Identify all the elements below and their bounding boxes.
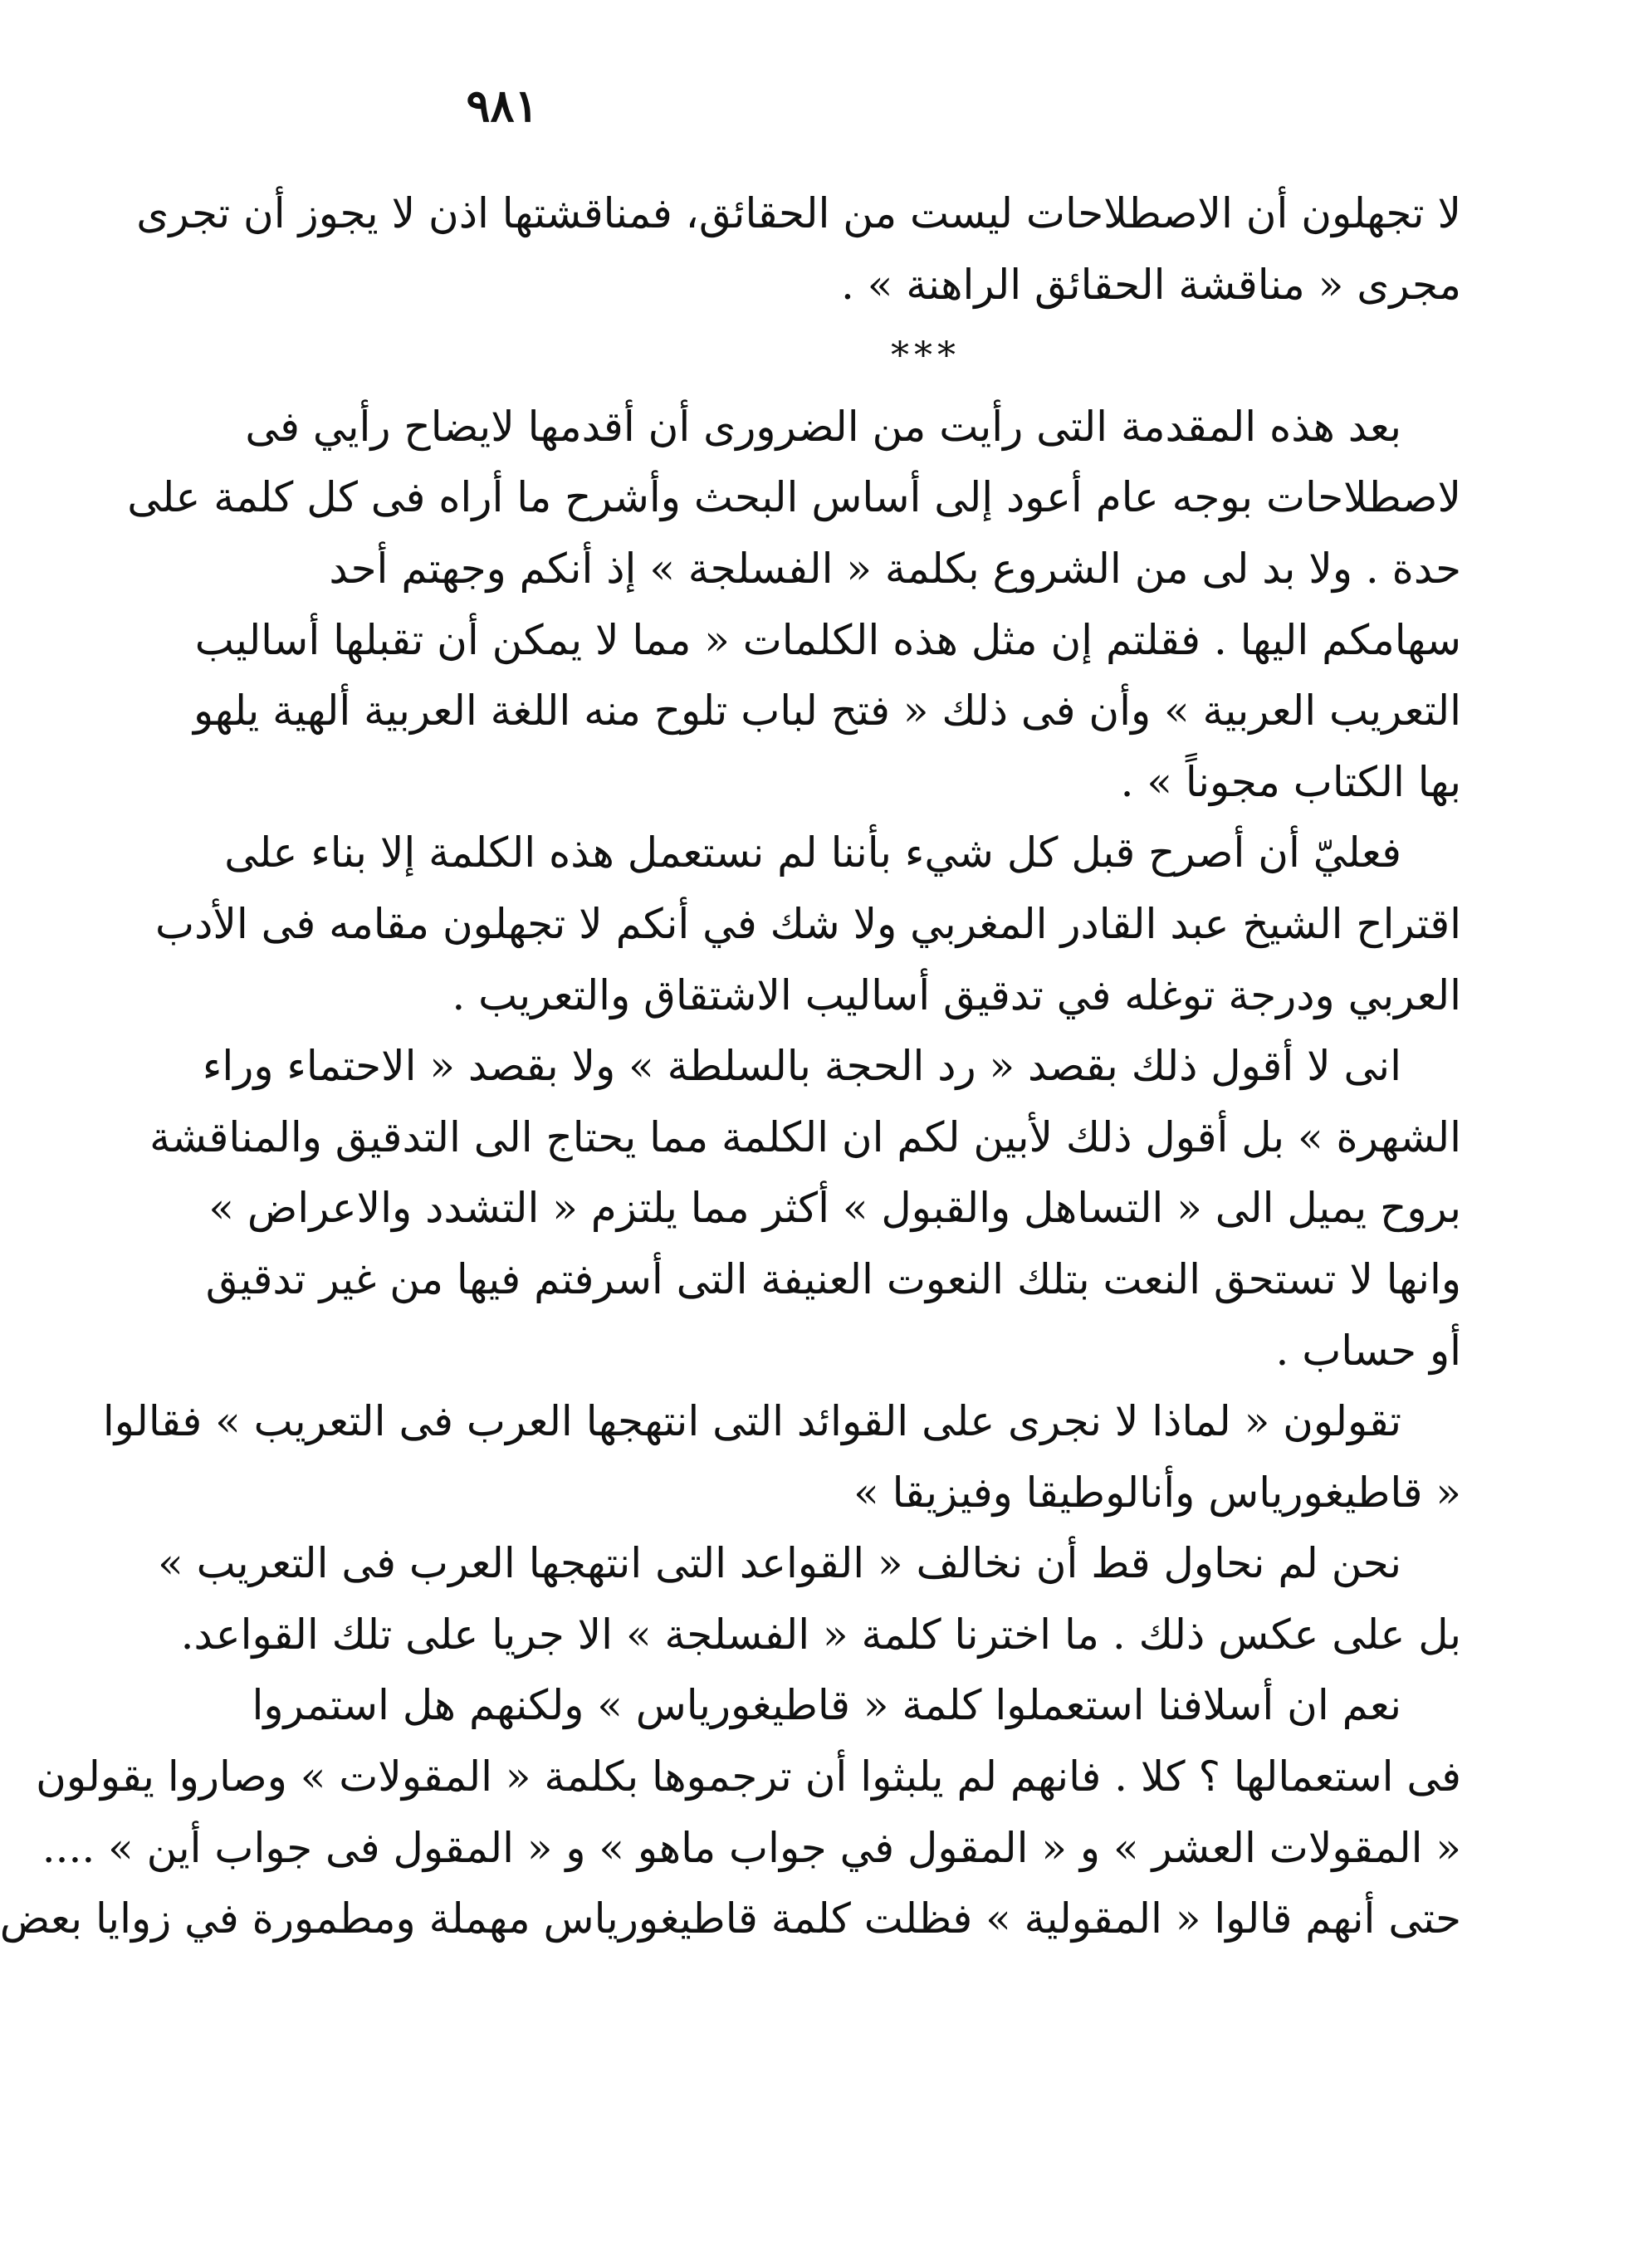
text-line: حدة . ولا بد لى من الشروع بكلمة « الفسلجة » إذ أنكم وجهتم أحد xyxy=(329,544,1461,593)
asterisk-icon: * xyxy=(914,335,937,378)
text-line: الشهرة » بل أقول ذلك لأبين لكم ان الكلمة مما يحتاج الى التدقيق والمناقشة xyxy=(149,1112,1461,1161)
text-line: وانها لا تستحق النعت بتلك النعوت العنيفة التى أسرفتم فيها من غير تدقيق xyxy=(205,1254,1461,1303)
text-line: « المقولات العشر » و « المقول في جواب ماهو » و « المقول فى جواب أين » .... xyxy=(42,1823,1461,1872)
text-line: اقتراح الشيخ عبد القادر المغربي ولا شك في أنكم لا تجهلون مقامه فى الأدب xyxy=(155,899,1461,948)
text-line: لاصطلاحات بوجه عام أعود إلى أساس البحث وأشرح ما أراه فى كل كلمة على xyxy=(127,473,1461,522)
body-text xyxy=(0,178,1461,1955)
asterisk-icon: * xyxy=(891,335,914,378)
text-line: العربي ودرجة توغله في تدقيق أساليب الاشتقاق والتعريب . xyxy=(452,970,1461,1019)
asterisk-icon: * xyxy=(937,335,961,378)
section-separator xyxy=(390,320,1461,392)
text-line: نحن لم نحاول قط أن نخالف « القواعد التى انتهجها العرب فى التعريب » xyxy=(158,1539,1401,1588)
text-line: « قاطيغورياس وأنالوطيقا وفيزيقا » xyxy=(853,1468,1461,1517)
text-line: انى لا أقول ذلك بقصد « رد الحجة بالسلطة » ولا بقصد « الاحتماء وراء xyxy=(202,1042,1401,1091)
text-line: نعم ان أسلافنا استعملوا كلمة « قاطيغورياس » ولكنهم هل استمروا xyxy=(252,1681,1401,1730)
text-line: مجرى « مناقشة الحقائق الراهنة » . xyxy=(840,260,1461,309)
text-line: التعريب العربية » وأن فى ذلك « فتح لباب تلوح منه اللغة العربية ألهية يلهو xyxy=(193,687,1461,736)
text-line: بها الكتاب مجوناً » . xyxy=(1120,757,1461,806)
page-number: ٩٨١ xyxy=(466,79,539,132)
text-line: حتى أنهم قالوا « المقولية » فظلت كلمة قاطيغورياس مهملة ومطمورة في زوايا بعض xyxy=(0,1894,1461,1943)
text-line: فعليّ أن أصرح قبل كل شيء بأننا لم نستعمل هذه الكلمة إلا بناء على xyxy=(224,829,1401,877)
text-line: أو حساب . xyxy=(1275,1326,1461,1375)
text-line: تقولون « لماذا لا نجرى على القوائد التى انتهجها العرب فى التعريب » فقالوا xyxy=(102,1397,1401,1446)
text-line: بعد هذه المقدمة التى رأيت من الضرورى أن أقدمها لايضاح رأيي فى xyxy=(245,402,1401,451)
text-line: لا تجهلون أن الاصطلاحات ليست من الحقائق، فمناقشتها اذن لا يجوز أن تجرى xyxy=(136,189,1461,237)
text-line: بروح يميل الى « التساهل والقبول » أكثر مما يلتزم « التشدد والاعراض » xyxy=(208,1184,1461,1233)
text-line: فى استعمالها ؟ كلا . فانهم لم يلبثوا أن ترجموها بكلمة « المقولات » وصاروا يقولون xyxy=(36,1752,1461,1801)
text-line: بل على عكس ذلك . ما اخترنا كلمة « الفسلجة » الا جريا على تلك القواعد. xyxy=(180,1610,1461,1659)
text-line: سهامكم اليها . فقلتم إن مثل هذه الكلمات « مما لا يمكن أن تقبلها أساليب xyxy=(194,615,1461,664)
